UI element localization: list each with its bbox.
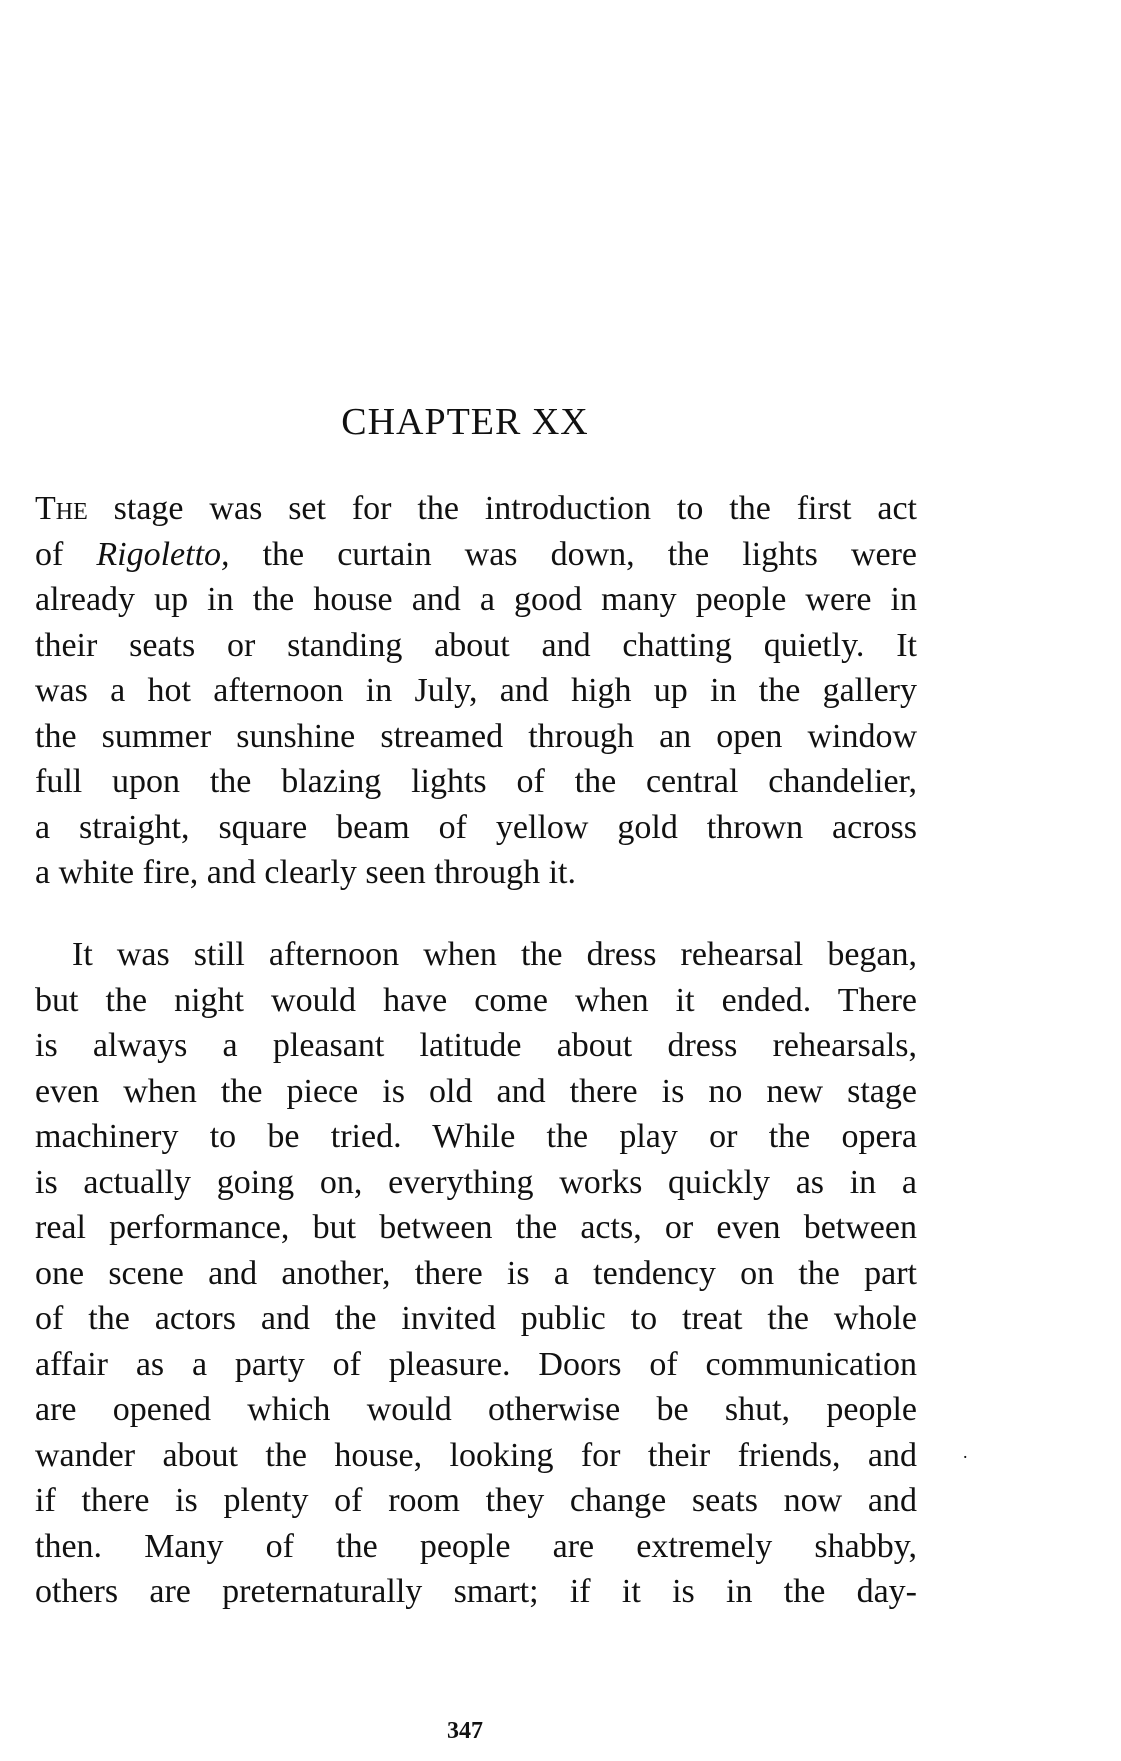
paragraph-line: wander about the house, looking for their friends, and [35, 1436, 917, 1474]
chapter-heading: CHAPTER XX [341, 401, 589, 443]
paragraph-2 [35, 932, 917, 1615]
paragraph-line: already up in the house and a good many people were in [35, 581, 917, 618]
paragraph-line: is actually going on, everything works quickly as in a [35, 1163, 917, 1201]
paragraph-line: was a hot afternoon in July, and high up in the gallery [35, 672, 917, 709]
paragraph-line: a white fire, and clearly seen through it. [35, 854, 576, 891]
stray-mark: . [963, 1442, 968, 1462]
paragraph-line: their seats or standing about and chatting quietly. It [35, 626, 917, 664]
paragraph-line: full upon the blazing lights of the central chandelier, [35, 763, 917, 800]
paragraph-line: is always a pleasant latitude about dress rehearsals, [35, 1027, 917, 1064]
paragraph-line: It was still afternoon when the dress rehearsal began, [72, 936, 917, 973]
paragraph-1 [35, 486, 917, 896]
paragraph-line: machinery to be tried. While the play or the opera [35, 1118, 917, 1155]
paragraph-line: others are preternaturally smart; if it is in the day- [35, 1573, 917, 1610]
paragraph-line: of the actors and the invited public to treat the whole [35, 1300, 917, 1337]
line-text: of [35, 535, 97, 573]
paragraph-line [35, 532, 917, 578]
paragraph-line: real performance, but between the acts, or even between [35, 1209, 917, 1246]
opening-small-caps-word: The [35, 490, 88, 527]
paragraph-line: the summer sunshine streamed through an open window [35, 717, 917, 755]
paragraph-line: a straight, square beam of yellow gold thrown across [35, 808, 917, 846]
paragraph-line: even when the piece is old and there is no new stage [35, 1072, 917, 1110]
line-text: stage was set for the introduction to the first act [87, 490, 917, 527]
paragraph-line: but the night would have come when it ended. There [35, 981, 917, 1019]
paragraph-line: are opened which would otherwise be shut, people [35, 1391, 917, 1428]
paragraph-line [35, 486, 917, 532]
page-number: 347 [447, 1718, 483, 1744]
paragraph-line: if there is plenty of room they change seats now and [35, 1482, 917, 1519]
line-text: the curtain was down, the lights were [229, 535, 917, 573]
opera-title: Rigoletto, [96, 535, 230, 573]
paragraph-line: one scene and another, there is a tendency on the part [35, 1254, 917, 1292]
paragraph-line: then. Many of the people are extremely shabby, [35, 1527, 917, 1565]
paragraph-line: affair as a party of pleasure. Doors of communication [35, 1345, 917, 1383]
